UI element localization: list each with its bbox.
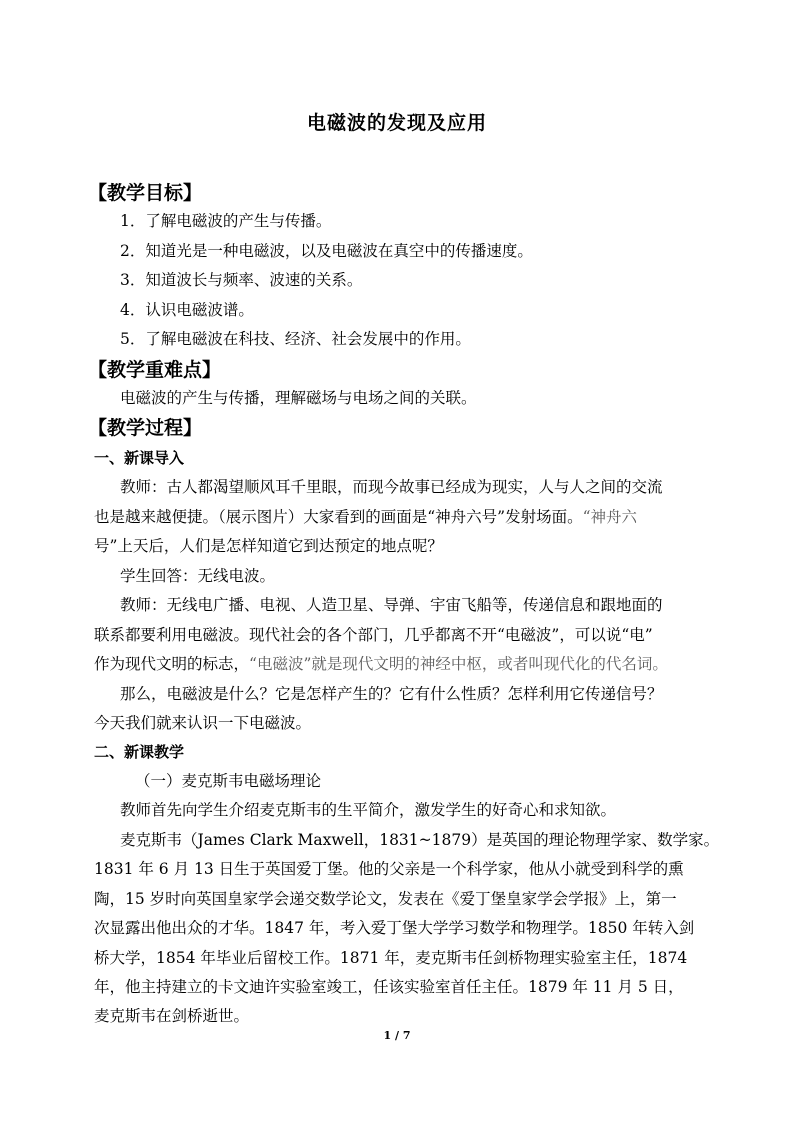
paragraph-line: 号”上天后，人们是怎样知道它到达预定的地点呢？ (94, 537, 443, 555)
keypoints-text: 电磁波的产生与传播，理解磁场与电场之间的关联。 (120, 389, 477, 407)
paragraph-text-gray: “电磁波”就是现代文明的神经中枢，或者叫现代化的代名词。 (249, 655, 668, 673)
paragraph-line: 学生回答：无线电波。 (120, 567, 276, 585)
paragraph-line: 麦克斯韦（James Clark Maxwell，1831~1879）是英国的理论物理学家、数学家。 (120, 831, 720, 849)
keypoints-heading: 【教学重难点】 (88, 359, 222, 381)
intro-heading: 一、新课导入 (94, 449, 185, 467)
objective-item: 2．知道光是一种电磁波，以及电磁波在真空中的传播速度。 (120, 242, 533, 260)
paragraph-line: 次显露出他出众的才华。1847 年，考入爱丁堡大学学习数学和物理学。1850 年转入剑 (94, 919, 695, 937)
paragraph-line: 教师首先向学生介绍麦克斯韦的生平简介，激发学生的好奇心和求知欲。 (120, 801, 617, 819)
paragraph-text-gray: “神舟六 (582, 508, 638, 526)
paragraph-line: 教师：古人都渴望顺风耳千里眼，而现今故事已经成为现实，人与人之间的交流 (120, 478, 663, 496)
paragraph-line: 联系都要利用电磁波。现代社会的各个部门，几乎都离不开“电磁波”，可以说“电” (94, 626, 653, 644)
paragraph-line: 今天我们就来认识一下电磁波。 (94, 714, 312, 732)
paragraph-line: 教师：无线电广播、电视、人造卫星、导弹、宇宙飞船等，传递信息和跟地面的 (120, 596, 663, 614)
subsection-heading: （一）麦克斯韦电磁场理论 (135, 772, 322, 790)
objective-item: 3．知道波长与频率、波速的关系。 (120, 271, 363, 289)
objectives-heading: 【教学目标】 (88, 182, 203, 204)
paragraph-line: 那么，电磁波是什么？它是怎样产生的？它有什么性质？怎样利用它传递信号？ (120, 685, 663, 703)
objective-item: 1．了解电磁波的产生与传播。 (120, 212, 332, 230)
paragraph-text: 作为现代文明的标志， (94, 655, 250, 673)
paragraph-line (94, 654, 668, 674)
page-title: 电磁波的发现及应用 (306, 112, 487, 134)
paragraph-line: 桥大学，1854 年毕业后留校工作。1871 年，麦克斯韦任剑桥物理实验室主任，1874 (94, 949, 688, 967)
paragraph-line: 年，他主持建立的卡文迪许实验室竣工，任该实验室首任主任。1879 年 11 月 5 日， (94, 978, 684, 996)
paragraph-line: 陶，15 岁时向英国皇家学会递交数学论文，发表在《爱丁堡皇家学会学报》上，第一 (94, 890, 677, 908)
teach-heading: 二、新课教学 (94, 743, 185, 761)
paragraph-line: 麦克斯韦在剑桥逝世。 (94, 1007, 250, 1025)
paragraph-line (94, 507, 637, 527)
objective-item: 5．了解电磁波在科技、经济、社会发展中的作用。 (120, 330, 471, 348)
paragraph-line: 1831 年 6 月 13 日生于英国爱丁堡。他的父亲是一个科学家，他从小就受到科学的熏 (94, 860, 684, 878)
page-number: 1 / 7 (383, 1029, 411, 1042)
objective-item: 4．认识电磁波谱。 (120, 301, 254, 319)
paragraph-text: 也是越来越便捷。（展示图片）大家看到的画面是“神舟六号”发射场面。 (94, 508, 583, 526)
process-heading: 【教学过程】 (88, 417, 203, 439)
